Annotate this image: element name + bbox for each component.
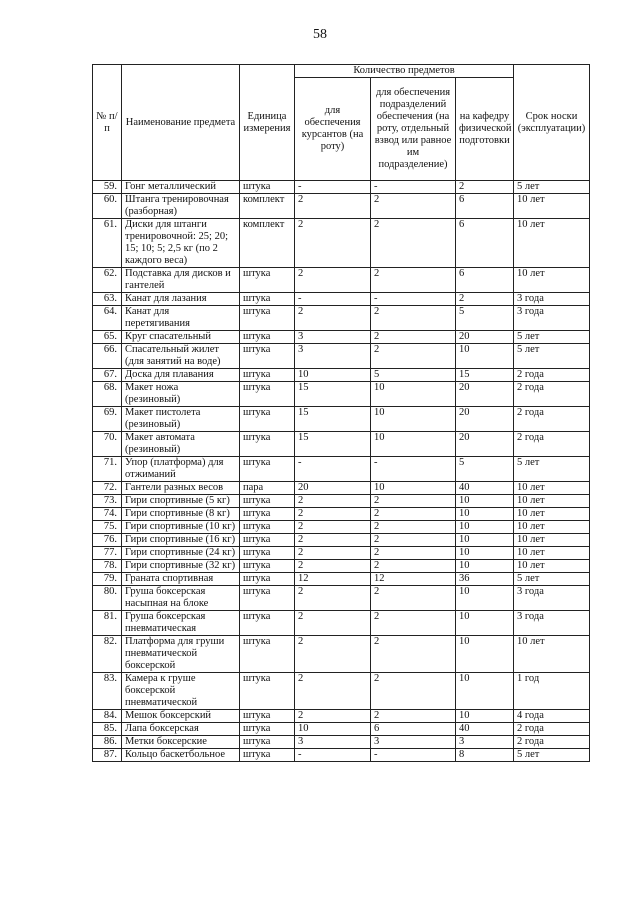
- item-name: Груша боксерская насыпная на блоке: [122, 586, 240, 611]
- qty-cadets: 2: [295, 219, 371, 268]
- qty-cadets: -: [295, 293, 371, 306]
- header-num: № п/п: [93, 65, 122, 181]
- qty-dept: 5: [456, 457, 514, 482]
- qty-cadets: 10: [295, 723, 371, 736]
- qty-units: 2: [371, 636, 456, 673]
- qty-dept: 40: [456, 723, 514, 736]
- item-unit: штука: [240, 331, 295, 344]
- row-number: 68.: [93, 382, 122, 407]
- table-row: [93, 219, 590, 268]
- service-term: 10 лет: [514, 521, 590, 534]
- item-name: Гири спортивные (32 кг): [122, 560, 240, 573]
- row-number: 80.: [93, 586, 122, 611]
- qty-cadets: 15: [295, 382, 371, 407]
- qty-units: 2: [371, 306, 456, 331]
- item-name: Канат для лазания: [122, 293, 240, 306]
- service-term: 5 лет: [514, 344, 590, 369]
- qty-cadets: 2: [295, 194, 371, 219]
- table-row: [93, 457, 590, 482]
- qty-dept: 2: [456, 293, 514, 306]
- item-name: Гантели разных весов: [122, 482, 240, 495]
- item-name: Канат для перетягивания: [122, 306, 240, 331]
- item-name: Граната спортивная: [122, 573, 240, 586]
- row-number: 86.: [93, 736, 122, 749]
- row-number: 65.: [93, 331, 122, 344]
- item-name: Груша боксерская пневматическая: [122, 611, 240, 636]
- table-row: [93, 293, 590, 306]
- item-unit: штука: [240, 749, 295, 762]
- qty-units: 10: [371, 482, 456, 495]
- page-number: 58: [313, 27, 327, 42]
- service-term: 5 лет: [514, 181, 590, 194]
- qty-dept: 40: [456, 482, 514, 495]
- item-name: Метки боксерские: [122, 736, 240, 749]
- table-row: [93, 749, 590, 762]
- qty-cadets: -: [295, 181, 371, 194]
- qty-units: -: [371, 293, 456, 306]
- row-number: 64.: [93, 306, 122, 331]
- qty-cadets: 12: [295, 573, 371, 586]
- qty-cadets: 2: [295, 611, 371, 636]
- table-row: [93, 306, 590, 331]
- row-number: 77.: [93, 547, 122, 560]
- service-term: 2 года: [514, 736, 590, 749]
- qty-units: 2: [371, 495, 456, 508]
- qty-dept: 10: [456, 521, 514, 534]
- row-number: 66.: [93, 344, 122, 369]
- item-name: Макет пистолета (резиновый): [122, 407, 240, 432]
- table-row: [93, 723, 590, 736]
- qty-units: 2: [371, 331, 456, 344]
- table-row: [93, 547, 590, 560]
- qty-units: 2: [371, 547, 456, 560]
- qty-dept: 6: [456, 219, 514, 268]
- item-unit: комплект: [240, 219, 295, 268]
- row-number: 76.: [93, 534, 122, 547]
- qty-cadets: 2: [295, 673, 371, 710]
- service-term: 2 года: [514, 369, 590, 382]
- service-term: 5 лет: [514, 457, 590, 482]
- item-unit: штука: [240, 586, 295, 611]
- item-unit: пара: [240, 482, 295, 495]
- qty-units: 2: [371, 344, 456, 369]
- item-unit: штука: [240, 344, 295, 369]
- qty-dept: 10: [456, 673, 514, 710]
- item-name: Гири спортивные (16 кг): [122, 534, 240, 547]
- row-number: 75.: [93, 521, 122, 534]
- qty-units: 2: [371, 268, 456, 293]
- qty-cadets: 15: [295, 407, 371, 432]
- table-row: [93, 181, 590, 194]
- row-number: 70.: [93, 432, 122, 457]
- qty-cadets: 20: [295, 482, 371, 495]
- service-term: 10 лет: [514, 219, 590, 268]
- service-term: 2 года: [514, 723, 590, 736]
- qty-units: -: [371, 181, 456, 194]
- service-term: 2 года: [514, 382, 590, 407]
- qty-cadets: 15: [295, 432, 371, 457]
- row-number: 71.: [93, 457, 122, 482]
- item-unit: штука: [240, 432, 295, 457]
- header-units: для обеспечения подразделений обеспечения (на роту, отдельный взвод или равное им подразделение): [371, 78, 456, 181]
- row-number: 62.: [93, 268, 122, 293]
- qty-units: 2: [371, 673, 456, 710]
- service-term: 3 года: [514, 293, 590, 306]
- qty-cadets: -: [295, 749, 371, 762]
- qty-units: 2: [371, 219, 456, 268]
- qty-units: -: [371, 457, 456, 482]
- table-row: [93, 636, 590, 673]
- service-term: 10 лет: [514, 482, 590, 495]
- qty-cadets: 2: [295, 586, 371, 611]
- qty-units: 2: [371, 521, 456, 534]
- service-term: 10 лет: [514, 636, 590, 673]
- table-row: [93, 508, 590, 521]
- row-number: 83.: [93, 673, 122, 710]
- item-name: Макет ножа (резиновый): [122, 382, 240, 407]
- item-unit: штука: [240, 369, 295, 382]
- item-name: Платформа для груши пневматической боксерской: [122, 636, 240, 673]
- header-cadets: для обеспечения курсантов (на роту): [295, 78, 371, 181]
- qty-cadets: 2: [295, 521, 371, 534]
- service-term: 5 лет: [514, 749, 590, 762]
- item-name: Штанга тренировочная (разборная): [122, 194, 240, 219]
- item-unit: штука: [240, 407, 295, 432]
- table-row: [93, 268, 590, 293]
- qty-units: 10: [371, 432, 456, 457]
- qty-units: 2: [371, 611, 456, 636]
- item-name: Гири спортивные (8 кг): [122, 508, 240, 521]
- qty-dept: 10: [456, 586, 514, 611]
- header-dept: на кафедру физической подготовки: [456, 78, 514, 181]
- qty-dept: 6: [456, 194, 514, 219]
- qty-cadets: 2: [295, 306, 371, 331]
- row-number: 73.: [93, 495, 122, 508]
- service-term: 10 лет: [514, 495, 590, 508]
- qty-dept: 20: [456, 407, 514, 432]
- service-term: 5 лет: [514, 331, 590, 344]
- qty-cadets: 3: [295, 331, 371, 344]
- row-number: 81.: [93, 611, 122, 636]
- row-number: 61.: [93, 219, 122, 268]
- qty-units: -: [371, 749, 456, 762]
- qty-dept: 10: [456, 344, 514, 369]
- item-unit: штука: [240, 457, 295, 482]
- row-number: 78.: [93, 560, 122, 573]
- item-unit: штука: [240, 723, 295, 736]
- row-number: 59.: [93, 181, 122, 194]
- service-term: 10 лет: [514, 534, 590, 547]
- table-row: [93, 344, 590, 369]
- qty-units: 2: [371, 586, 456, 611]
- qty-dept: 15: [456, 369, 514, 382]
- qty-dept: 10: [456, 560, 514, 573]
- row-number: 84.: [93, 710, 122, 723]
- qty-dept: 10: [456, 534, 514, 547]
- header-unit: Единица измерения: [240, 65, 295, 181]
- item-name: Гонг металлический: [122, 181, 240, 194]
- service-term: 10 лет: [514, 268, 590, 293]
- service-term: 3 года: [514, 306, 590, 331]
- qty-dept: 10: [456, 547, 514, 560]
- item-name: Гири спортивные (24 кг): [122, 547, 240, 560]
- service-term: 5 лет: [514, 573, 590, 586]
- item-name: Камера к груше боксерской пневматической: [122, 673, 240, 710]
- item-name: Мешок боксерский: [122, 710, 240, 723]
- qty-dept: 10: [456, 495, 514, 508]
- item-unit: комплект: [240, 194, 295, 219]
- qty-dept: 10: [456, 611, 514, 636]
- service-term: 10 лет: [514, 508, 590, 521]
- qty-cadets: 2: [295, 508, 371, 521]
- qty-dept: 20: [456, 382, 514, 407]
- item-unit: штука: [240, 534, 295, 547]
- item-name: Лапа боксерская: [122, 723, 240, 736]
- item-unit: штука: [240, 710, 295, 723]
- equipment-table: [92, 64, 590, 762]
- item-name: Доска для плавания: [122, 369, 240, 382]
- qty-dept: 10: [456, 636, 514, 673]
- table-row: [93, 521, 590, 534]
- table-body: [93, 181, 590, 762]
- qty-cadets: 2: [295, 495, 371, 508]
- qty-cadets: 2: [295, 710, 371, 723]
- qty-dept: 20: [456, 331, 514, 344]
- qty-dept: 8: [456, 749, 514, 762]
- qty-cadets: 3: [295, 736, 371, 749]
- table-row: [93, 331, 590, 344]
- service-term: 4 года: [514, 710, 590, 723]
- row-number: 85.: [93, 723, 122, 736]
- item-name: Упор (платформа) для отжиманий: [122, 457, 240, 482]
- item-unit: штука: [240, 293, 295, 306]
- row-number: 63.: [93, 293, 122, 306]
- qty-cadets: 10: [295, 369, 371, 382]
- table-row: [93, 432, 590, 457]
- table-row: [93, 710, 590, 723]
- qty-dept: 10: [456, 710, 514, 723]
- service-term: 10 лет: [514, 547, 590, 560]
- item-unit: штука: [240, 306, 295, 331]
- table-row: [93, 194, 590, 219]
- item-unit: штука: [240, 181, 295, 194]
- item-unit: штука: [240, 268, 295, 293]
- qty-cadets: 2: [295, 636, 371, 673]
- service-term: 2 года: [514, 407, 590, 432]
- qty-dept: 2: [456, 181, 514, 194]
- item-name: Кольцо баскетбольное: [122, 749, 240, 762]
- qty-units: 2: [371, 534, 456, 547]
- table-row: [93, 482, 590, 495]
- item-name: Макет автомата (резиновый): [122, 432, 240, 457]
- item-unit: штука: [240, 560, 295, 573]
- row-number: 82.: [93, 636, 122, 673]
- service-term: 2 года: [514, 432, 590, 457]
- table-row: [93, 573, 590, 586]
- service-term: 10 лет: [514, 194, 590, 219]
- item-unit: штука: [240, 673, 295, 710]
- item-unit: штука: [240, 611, 295, 636]
- qty-cadets: 2: [295, 547, 371, 560]
- item-name: Круг спасательный: [122, 331, 240, 344]
- item-unit: штука: [240, 573, 295, 586]
- qty-units: 6: [371, 723, 456, 736]
- qty-units: 2: [371, 710, 456, 723]
- item-name: Спасательный жилет (для занятий на воде): [122, 344, 240, 369]
- qty-units: 2: [371, 508, 456, 521]
- qty-cadets: 2: [295, 534, 371, 547]
- header-qty-group: Количество предметов: [295, 65, 514, 78]
- service-term: 1 год: [514, 673, 590, 710]
- item-unit: штука: [240, 521, 295, 534]
- item-unit: штука: [240, 495, 295, 508]
- row-number: 87.: [93, 749, 122, 762]
- qty-dept: 36: [456, 573, 514, 586]
- table-row: [93, 534, 590, 547]
- table-row: [93, 495, 590, 508]
- table-row: [93, 611, 590, 636]
- table-row: [93, 560, 590, 573]
- qty-units: 3: [371, 736, 456, 749]
- qty-units: 5: [371, 369, 456, 382]
- row-number: 72.: [93, 482, 122, 495]
- table-row: [93, 369, 590, 382]
- table-row: [93, 736, 590, 749]
- table-row: [93, 586, 590, 611]
- item-name: Гири спортивные (5 кг): [122, 495, 240, 508]
- qty-dept: 6: [456, 268, 514, 293]
- qty-units: 10: [371, 382, 456, 407]
- qty-units: 10: [371, 407, 456, 432]
- item-unit: штука: [240, 547, 295, 560]
- qty-cadets: -: [295, 457, 371, 482]
- item-name: Гири спортивные (10 кг): [122, 521, 240, 534]
- qty-dept: 5: [456, 306, 514, 331]
- item-unit: штука: [240, 508, 295, 521]
- table-row: [93, 673, 590, 710]
- qty-dept: 3: [456, 736, 514, 749]
- qty-cadets: 2: [295, 268, 371, 293]
- qty-units: 2: [371, 194, 456, 219]
- qty-dept: 20: [456, 432, 514, 457]
- qty-units: 12: [371, 573, 456, 586]
- service-term: 3 года: [514, 586, 590, 611]
- item-name: Подставка для дисков и гантелей: [122, 268, 240, 293]
- qty-dept: 10: [456, 508, 514, 521]
- item-unit: штука: [240, 736, 295, 749]
- row-number: 67.: [93, 369, 122, 382]
- row-number: 74.: [93, 508, 122, 521]
- row-number: 79.: [93, 573, 122, 586]
- item-unit: штука: [240, 382, 295, 407]
- header-name: Наименование предмета: [122, 65, 240, 181]
- service-term: 10 лет: [514, 560, 590, 573]
- qty-cadets: 3: [295, 344, 371, 369]
- table-row: [93, 382, 590, 407]
- qty-units: 2: [371, 560, 456, 573]
- header-term: Срок носки (эксплуатации): [514, 65, 590, 181]
- qty-cadets: 2: [295, 560, 371, 573]
- row-number: 60.: [93, 194, 122, 219]
- item-name: Диски для штанги тренировочной: 25; 20; 15; 10; 5; 2,5 кг (по 2 каждого веса): [122, 219, 240, 268]
- item-unit: штука: [240, 636, 295, 673]
- row-number: 69.: [93, 407, 122, 432]
- service-term: 3 года: [514, 611, 590, 636]
- table-row: [93, 407, 590, 432]
